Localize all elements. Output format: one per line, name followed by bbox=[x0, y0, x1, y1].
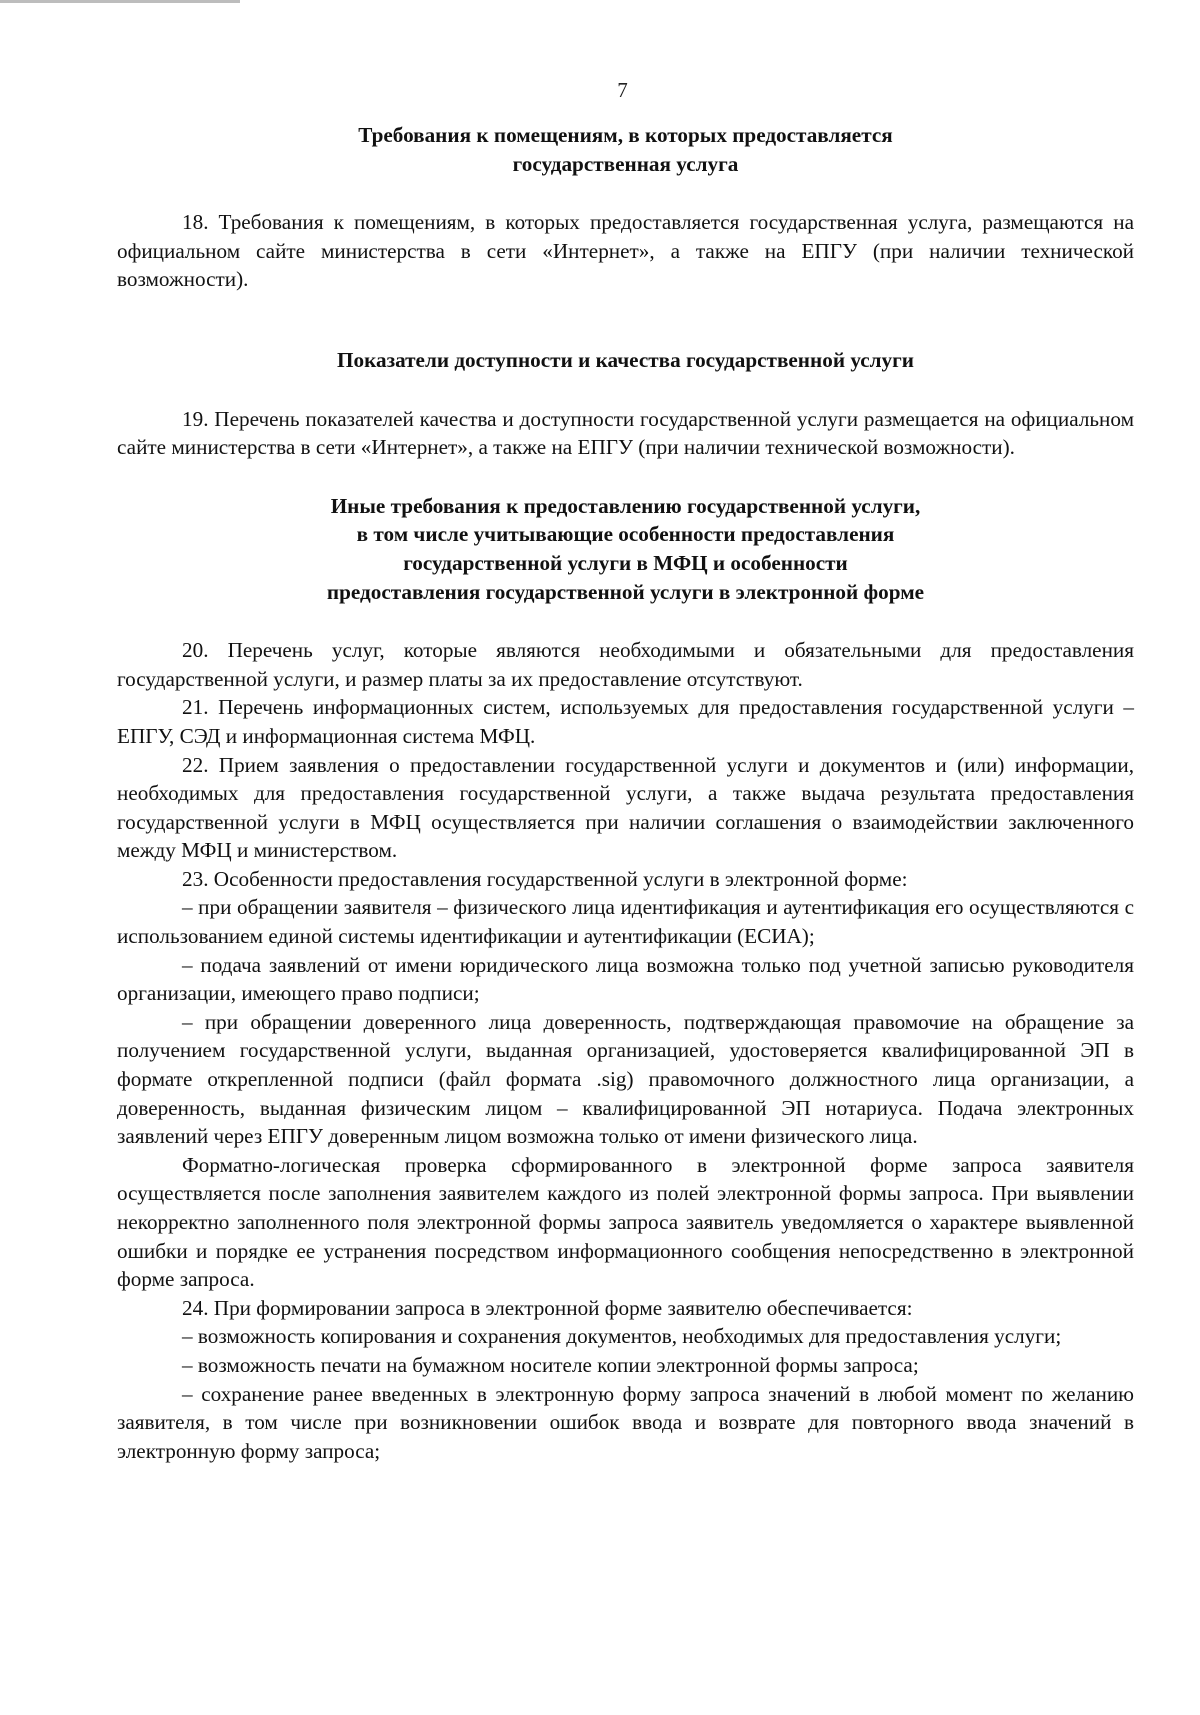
list-item: – подача заявлений от имени юридического лица возможна только под учетной записью руководителя организации, имеющего право подписи; bbox=[117, 952, 1134, 1006]
list-item: – при обращении доверенного лица доверенность, подтверждающая правомочие на обращение за получением государственной услуги, выданная организацией, удостоверяется квалифицированной ЭП в формате открепленной подписи (файл формата .sig) правомочного должностного лица организации, а доверенность, выданная физическим лицом – квалифицированной ЭП нотариуса. Подача электронных заявлений через ЕПГУ доверенным лицом возможна только от имени физического лица. bbox=[117, 1009, 1134, 1149]
list-item: – возможность копирования и сохранения документов, необходимых для предоставления услуги; bbox=[182, 1324, 1062, 1349]
paragraph-18: 18. Требования к помещениям, в которых предоставляется государственная услуга, размещаются на официальном сайте министерства в сети «Интернет», а также на ЕПГУ (при наличии технической возможности). bbox=[117, 210, 1134, 292]
paragraph-20: 20. Перечень услуг, которые являются необходимыми и обязательными для предоставления государственной услуги, и размер платы за их предоставление отсутствуют. bbox=[117, 638, 1134, 691]
paragraph-24: 24. При формировании запроса в электронной форме заявителю обеспечивается: bbox=[182, 1295, 913, 1320]
section-heading-accessibility bbox=[117, 346, 1134, 375]
heading-line: в том числе учитывающие особенности предоставления bbox=[356, 522, 895, 547]
scan-edge-mark bbox=[0, 0, 240, 3]
paragraph-19: 19. Перечень показателей качества и доступности государственной услуги размещается на официальном сайте министерства в сети «Интернет», а также на ЕПГУ (при наличии технической возможности). bbox=[117, 406, 1134, 460]
heading-line: Показатели доступности и качества государственной услуги bbox=[337, 347, 914, 372]
heading-line: предоставления государственной услуги в электронной форме bbox=[326, 579, 925, 604]
heading-line: Иные требования к предоставлению государственной услуги, bbox=[330, 493, 921, 518]
paragraph-format-check: Форматно-логическая проверка сформированного в электронной форме запроса заявителя осуществляется после заполнения заявителем каждого из полей электронной формы запроса. При выявлении некорректно заполненного поля электронной формы запроса заявитель уведомляется о характере выявленной ошибки и порядке ее устранения посредством информационного сообщения непосредственно в электронной форме запроса. bbox=[117, 1152, 1134, 1292]
heading-line: государственная услуга bbox=[512, 151, 739, 176]
paragraph-21: 21. Перечень информационных систем, используемых для предоставления государственной услуги – ЕПГУ, СЭД и информационная система МФЦ. bbox=[117, 695, 1134, 748]
section-heading-other-requirements bbox=[117, 492, 1134, 606]
document-body bbox=[117, 121, 1134, 1465]
section-heading-premises bbox=[117, 121, 1134, 178]
list-item: – возможность печати на бумажном носителе копии электронной формы запроса; bbox=[182, 1352, 919, 1377]
heading-line: Требования к помещениям, в которых предоставляется bbox=[358, 123, 893, 147]
list-item: – при обращении заявителя – физического лица идентификация и аутентификация его осуществляются с использованием единой системы идентификации и аутентификации (ЕСИА); bbox=[117, 895, 1134, 949]
list-item: – сохранение ранее введенных в электронную форму запроса значений в любой момент по желанию заявителя, в том числе при возникновении ошибок ввода и возврате для повторного ввода значений в электронную форму запроса; bbox=[117, 1381, 1134, 1463]
heading-line: государственной услуги в МФЦ и особенности bbox=[403, 550, 848, 575]
paragraph-23: 23. Особенности предоставления государственной услуги в электронной форме: bbox=[182, 866, 908, 891]
page-number: 7 bbox=[617, 78, 628, 102]
paragraph-22: 22. Прием заявления о предоставлении государственной услуги и документов и (или) информации, необходимых для предоставления государственной услуги, а также выдача результата предоставления государственной услуги в МФЦ осуществляется при наличии соглашения о взаимодействии заключенного между МФЦ и министерством. bbox=[117, 752, 1134, 863]
